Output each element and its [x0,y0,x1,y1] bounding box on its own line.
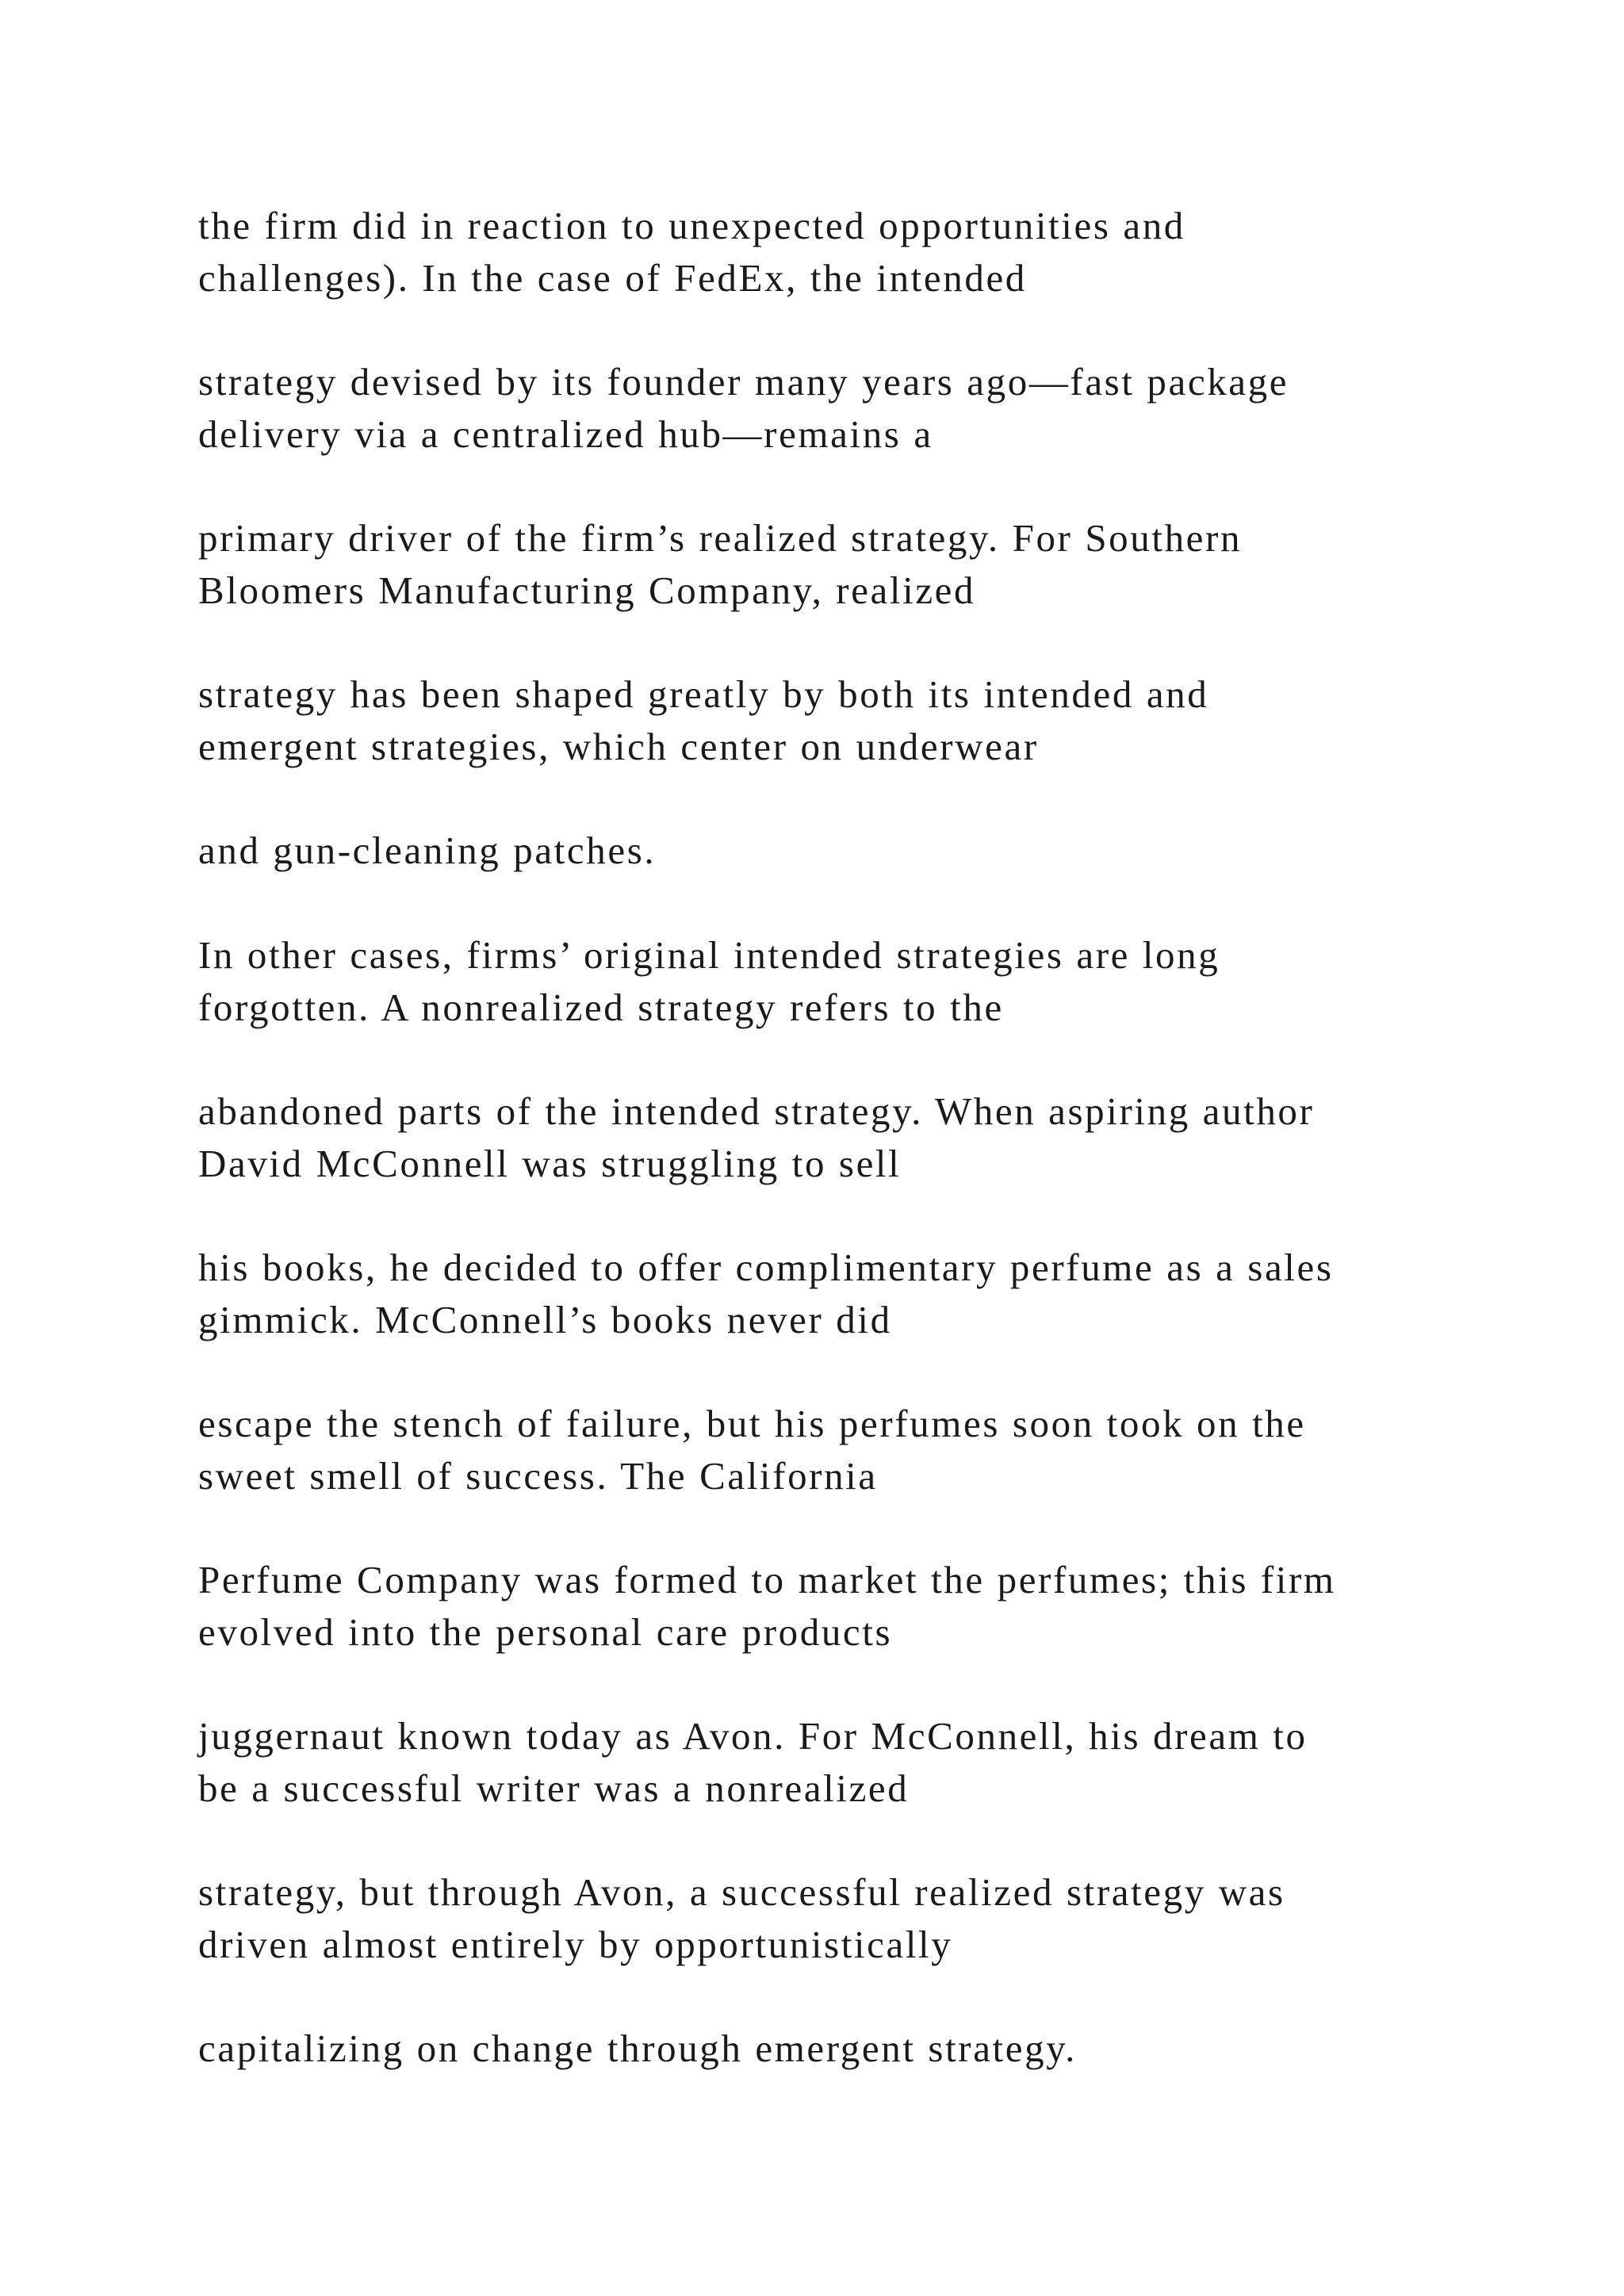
paragraph-2 [198,356,1546,461]
text-line: In other cases, firms’ original intended strategies are long [198,933,1220,977]
text-line: delivery via a centralized hub—remains a [198,412,933,456]
text-line: David McConnell was struggling to sell [198,1142,902,1185]
text-line: gimmick. McConnell’s books never did [198,1298,892,1341]
paragraph-10 [198,1554,1546,1659]
text-line: strategy, but through Avon, a successful realized strategy was [198,1870,1285,1914]
paragraph-8 [198,1242,1546,1346]
text-line: challenges). In the case of FedEx, the intended [198,256,1027,300]
text-line: escape the stench of failure, but his perfumes soon took on the [198,1402,1306,1445]
text-line: strategy has been shaped greatly by both its intended and [198,672,1209,716]
text-line: his books, he decided to offer complimentary perfume as a sales [198,1246,1334,1289]
paragraph-9 [198,1398,1546,1502]
text-line: Bloomers Manufacturing Company, realized [198,568,976,612]
text-line: sweet smell of success. The California [198,1454,878,1498]
text-line: be a successful writer was a nonrealized [198,1766,910,1810]
text-line: capitalizing on change through emergent strategy. [198,2026,1077,2070]
text-line: evolved into the personal care products [198,1610,893,1654]
text-line: the firm did in reaction to unexpected opportunities and [198,204,1185,247]
text-line: primary driver of the firm’s realized strategy. For Southern [198,516,1243,560]
text-line: Perfume Company was formed to market the perfumes; this firm [198,1558,1336,1601]
paragraph-7 [198,1085,1546,1190]
text-line: driven almost entirely by opportunistically [198,1923,953,1966]
text-line: and gun-cleaning patches. [198,828,657,872]
text-line: emergent strategies, which center on underwear [198,725,1039,768]
text-line: juggernaut known today as Avon. For McConnell, his dream to [198,1714,1308,1758]
paragraph-1 [198,200,1546,304]
paragraph-6 [198,929,1546,1034]
paragraph-4 [198,668,1546,773]
text-line: forgotten. A nonrealized strategy refers to the [198,985,1004,1029]
paragraph-13 [198,2022,1546,2075]
paragraph-11 [198,1710,1546,1815]
text-line: abandoned parts of the intended strategy. When aspiring author [198,1089,1315,1133]
text-line: strategy devised by its founder many years ago—fast package [198,360,1289,404]
paragraph-12 [198,1866,1546,1971]
paragraph-3 [198,512,1546,617]
paragraph-5 [198,825,1546,877]
